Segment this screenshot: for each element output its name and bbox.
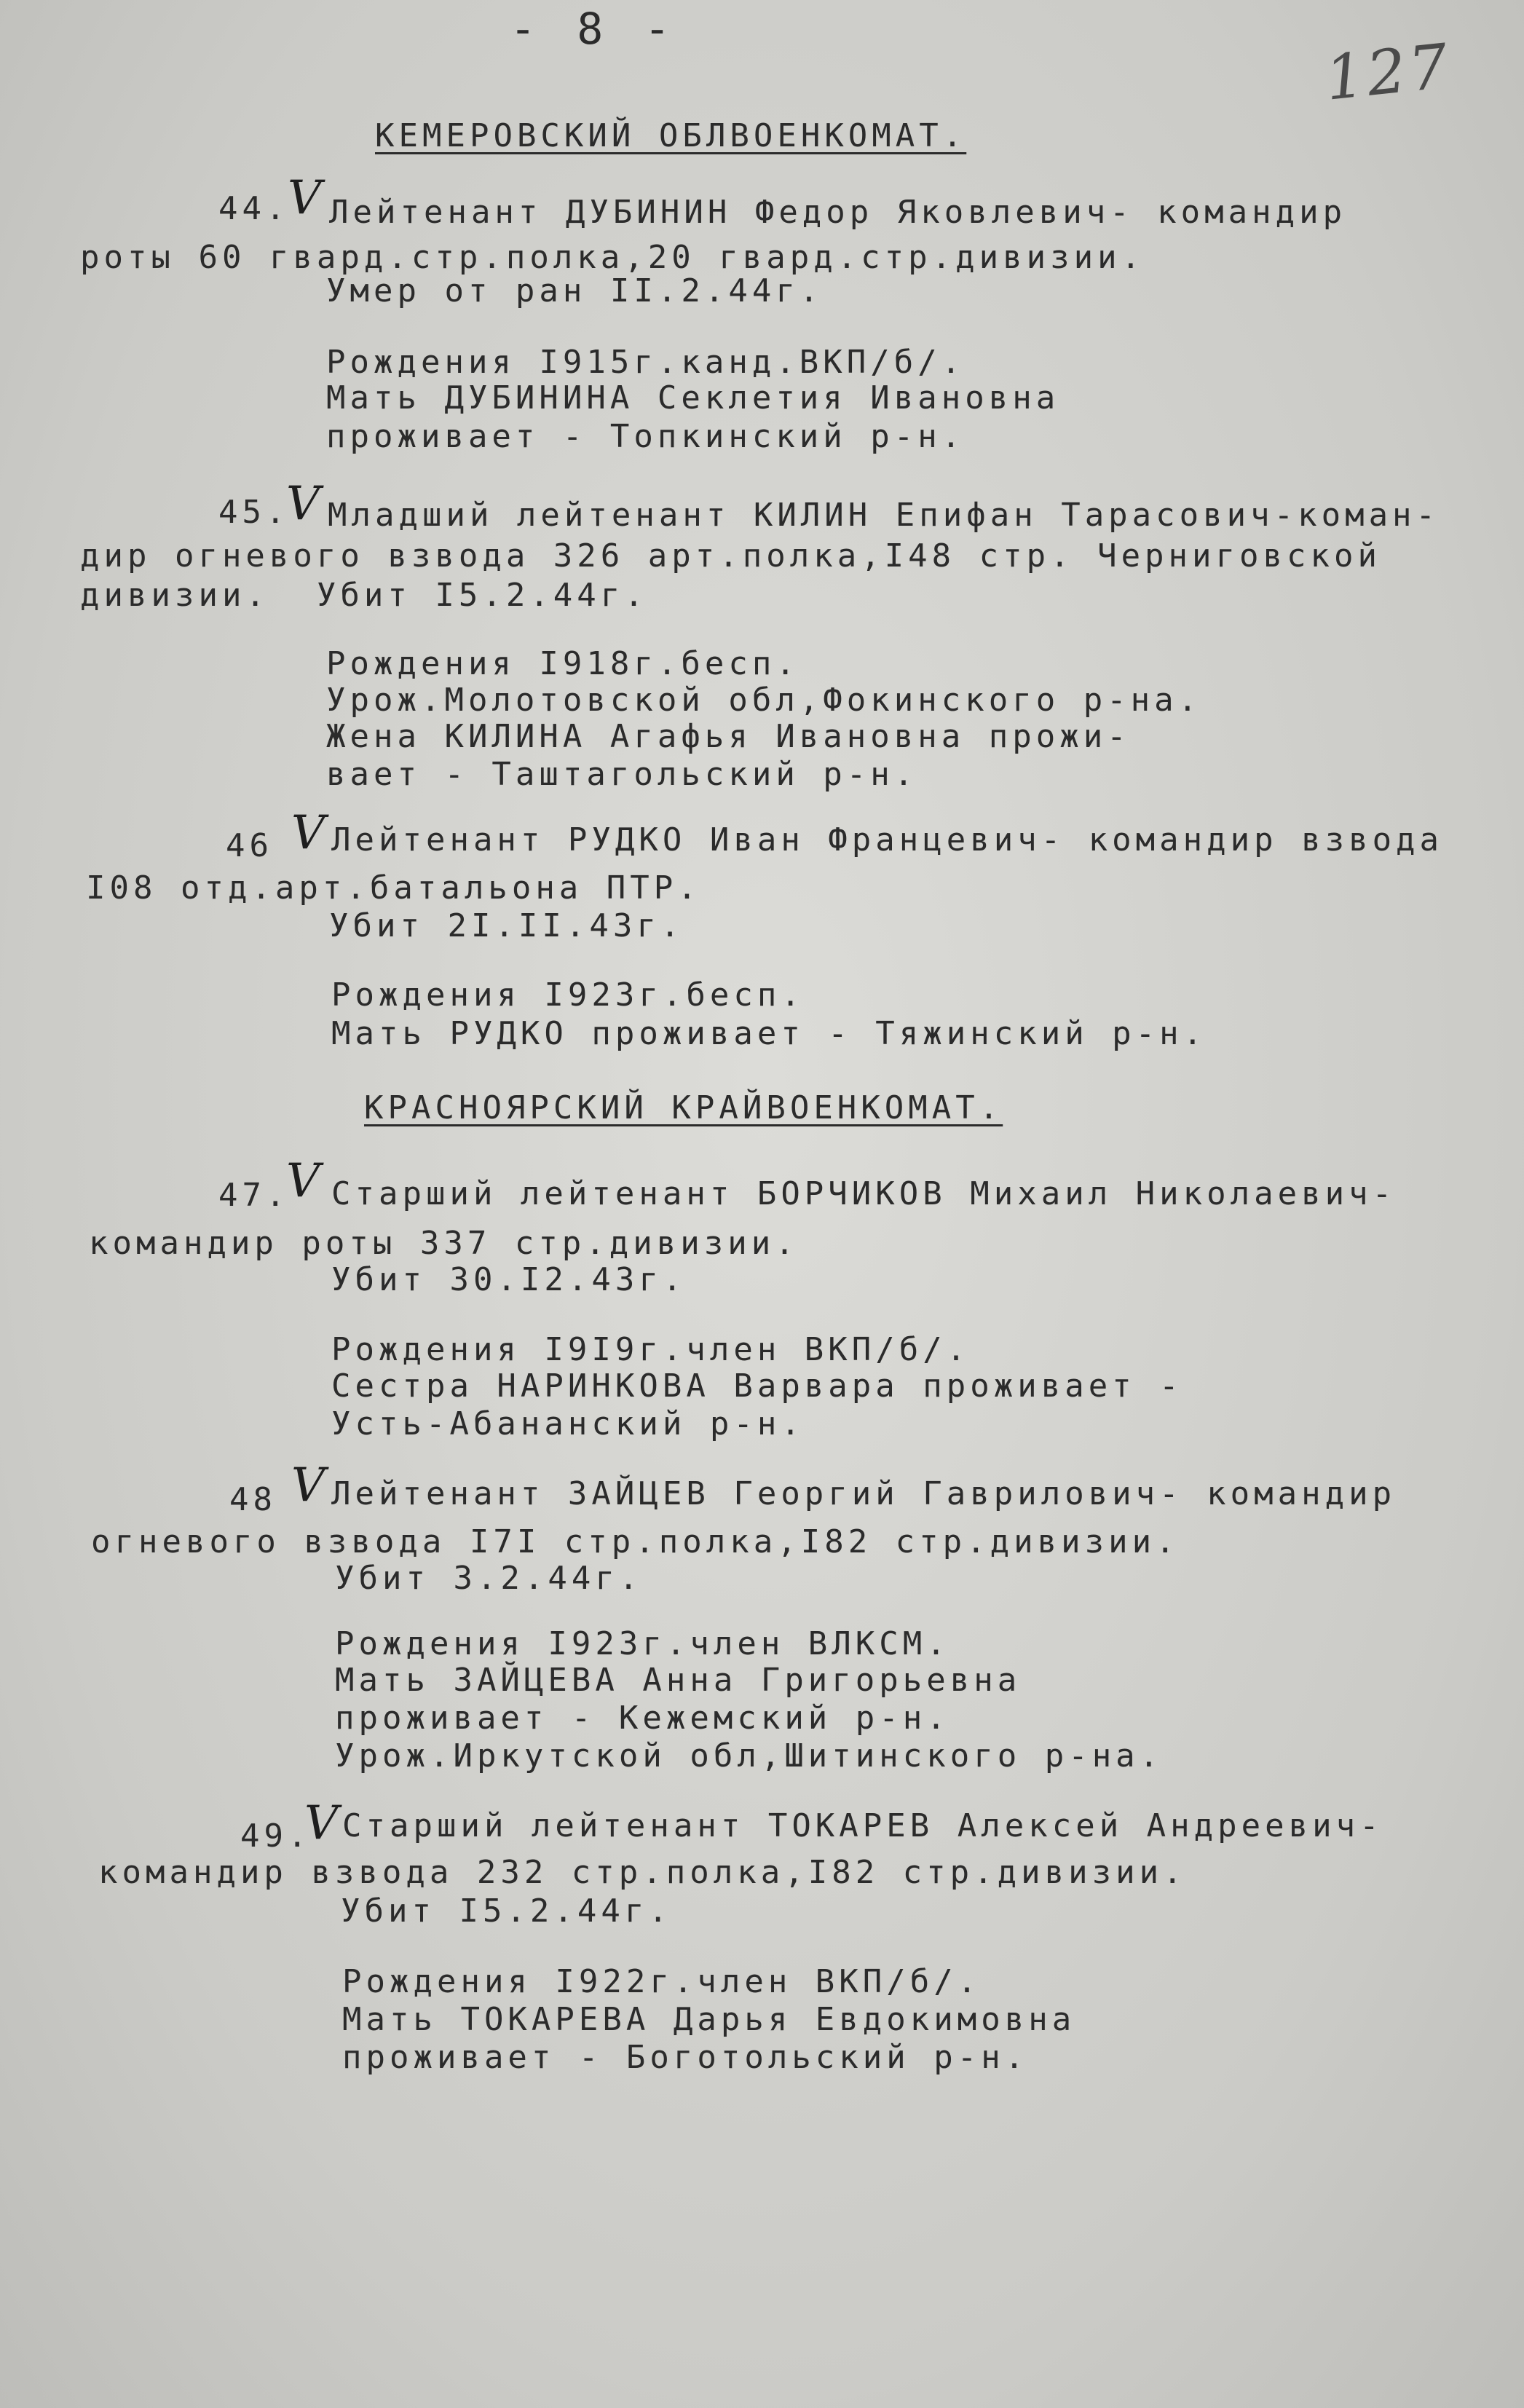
entry-text-line: командир роты 337 стр.дивизии. — [89, 1225, 799, 1262]
entry-text-line: Лейтенант ДУБИНИН Федор Яковлевич- командир — [329, 194, 1347, 231]
entry-detail-line: Рождения I923г.бесп. — [331, 976, 805, 1014]
entry-detail-line: Рождения I918г.бесп. — [326, 645, 799, 682]
checkmark-icon: V — [286, 1154, 320, 1208]
section-heading-krasnoyarsk: КРАСНОЯРСКИЙ КРАЙВОЕНКОМАТ. — [364, 1089, 1003, 1126]
entry-text-line: огневого взвода I7I стр.полка,I82 стр.дивизии. — [91, 1523, 1180, 1560]
entry-detail-line: вает - Таштагольский р-н. — [326, 756, 918, 793]
entry-detail-line: Мать ДУБИНИНА Секлетия Ивановна — [326, 379, 1060, 417]
checkmark-icon: V — [288, 171, 322, 225]
entry-text-line: дивизии. Убит I5.2.44г. — [80, 577, 648, 614]
entry-text-line: Убит 30.I2.43г. — [331, 1261, 687, 1298]
checkmark-icon: V — [291, 1458, 325, 1512]
entry-text-line: командир взвода 232 стр.полка,I82 стр.дивизии. — [98, 1854, 1187, 1891]
entry-text-line: роты 60 гвард.стр.полка,20 гвард.стр.дивизии. — [80, 239, 1145, 276]
entry-text-line: Старший лейтенант ТОКАРЕВ Алексей Андреевич- — [342, 1807, 1383, 1844]
entry-detail-line: Урож.Иркутской обл,Шитинского р-на. — [335, 1737, 1164, 1775]
checkmark-icon: V — [286, 477, 320, 531]
section-heading-kemerovo: КЕМЕРОВСКИЙ ОБЛВОЕНКОМАТ. — [375, 117, 967, 154]
entry-detail-line: проживает - Топкинский р-н. — [326, 418, 966, 455]
entry-text-line: I08 отд.арт.батальона ПТР. — [86, 869, 701, 907]
entry-detail-line: Рождения I923г.член ВЛКСМ. — [335, 1625, 950, 1662]
checkmark-icon: V — [291, 806, 325, 860]
entry-number: 45. — [218, 494, 290, 531]
entry-detail-line: Рождения I922г.член ВКП/б/. — [342, 1963, 982, 2000]
entry-number: 44. — [218, 190, 290, 227]
entry-text-line: Убит 3.2.44г. — [335, 1560, 643, 1597]
entry-detail-line: Урож.Молотовской обл,Фокинского р-на. — [326, 682, 1202, 719]
entry-detail-line: Рождения I9I9г.член ВКП/б/. — [331, 1331, 971, 1368]
entry-number: 49. — [240, 1817, 312, 1855]
entry-detail-line: Усть-Абананский р-н. — [331, 1405, 805, 1442]
entry-number: 46 — [226, 827, 273, 864]
checkmark-icon: V — [304, 1796, 339, 1850]
page-number: - 8 - — [510, 4, 678, 55]
entry-text-line: Лейтенант ЗАЙЦЕВ Георгий Гаврилович- командир — [331, 1475, 1397, 1512]
entry-text-line: Убит I5.2.44г. — [341, 1892, 672, 1930]
entry-detail-line: Мать ЗАЙЦЕВА Анна Григорьевна — [335, 1662, 1022, 1699]
entry-text-line: Убит 2I.II.43г. — [329, 907, 684, 944]
entry-detail-line: Мать РУДКО проживает - Тяжинский р-н. — [331, 1015, 1207, 1052]
entry-text-line: Умер от ран II.2.44г. — [326, 272, 824, 309]
entry-detail-line: проживает - Кежемский р-н. — [335, 1700, 950, 1737]
entry-detail-line: проживает - Боготольский р-н. — [342, 2039, 1029, 2076]
entry-number: 47. — [218, 1177, 290, 1214]
entry-text-line: Старший лейтенант БОРЧИКОВ Михаил Николаевич- — [331, 1175, 1397, 1212]
entry-detail-line: Мать ТОКАРЕВА Дарья Евдокимовна — [342, 2001, 1076, 2038]
entry-detail-line: Рождения I915г.канд.ВКП/б/. — [326, 344, 966, 381]
entry-number: 48 — [229, 1481, 277, 1518]
entry-detail-line: Сестра НАРИНКОВА Варвара проживает - — [331, 1367, 1183, 1405]
entry-text-line: Младший лейтенант КИЛИН Епифан Тарасович-коман- — [328, 497, 1440, 534]
archive-number: 127 — [1322, 30, 1454, 114]
entry-text-line: дир огневого взвода 326 арт.полка,I48 стр. Черниговской — [80, 537, 1381, 575]
entry-text-line: Лейтенант РУДКО Иван Францевич- командир взвода — [331, 821, 1444, 858]
entry-detail-line: Жена КИЛИНА Агафья Ивановна прожи- — [326, 718, 1131, 755]
